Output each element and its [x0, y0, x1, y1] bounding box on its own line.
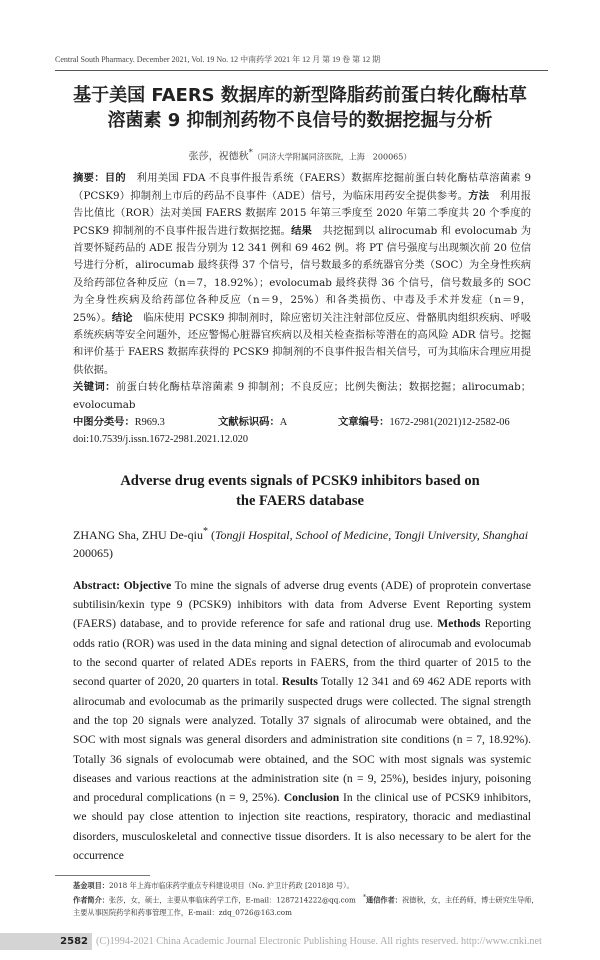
- methods-label: 方法: [468, 189, 490, 202]
- en-title-line: the FAERS database: [236, 492, 364, 509]
- abstract-label: Abstract:: [73, 578, 121, 592]
- results-label: 结果: [291, 224, 313, 237]
- article-no-label: 文章编号：: [338, 416, 390, 429]
- corresponding-mark: *: [202, 525, 208, 537]
- results-label: Results: [281, 675, 318, 689]
- cn-title: [40, 83, 560, 133]
- en-abstract: [73, 576, 531, 865]
- en-author-names: ZHANG Sha, ZHU De-qiu: [73, 527, 203, 542]
- en-affiliation: Tongji Hospital, School of Medicine, Tongji University, Shanghai: [214, 527, 529, 542]
- keywords-text: 前蛋白转化酶枯草溶菌素 9 抑制剂；不良反应；比例失衡法；数据挖掘；alirocumab；evolocumab: [73, 381, 531, 411]
- footnote-rule: [55, 875, 150, 876]
- doc-code-value: A: [279, 417, 288, 429]
- keywords-label: 关键词：: [73, 381, 116, 394]
- cn-affiliation: （同济大学附属同济医院，上海 200065）: [252, 152, 412, 162]
- objective-label: 目的: [104, 172, 127, 185]
- copyright-notice: (C)1994-2021 China Academic Journal Electronic Publishing House. All rights reserved. http://www.cnki.net: [96, 935, 542, 947]
- corresponding-mark: *: [363, 894, 366, 902]
- page-number-box: [0, 933, 92, 950]
- methods-text: Reporting odds ratio (ROR) was used in the data mining and signal detection of alirocumab and evolocumab to the second quarter of related ADEs reports in FAERS, from the third quarter of 2015 to the second quarter of 2020, 20 quarters in total.: [73, 617, 531, 689]
- conclusion-text: 临床使用 PCSK9 抑制剂时，除应密切关注注射部位反应、骨骼肌肉组织疾病、呼吸系统疾病等安全问题外，还应警惕心脏器官疾病以及相关检查指标等潜在的高风险 ADR 信号。挖掘和评价基于 FAERS 数据库获得的 PCSK9 抑制剂的不良事件报告相关信号，可为其临床合理应用提供依据。: [73, 311, 532, 376]
- cn-title-line: 基于美国 FAERS 数据库的新型降脂药前蛋白转化酶枯草: [73, 85, 527, 106]
- en-authors: ZHANG Sha, ZHU De-qiu* (Tongji Hospital, School of Medicine, Tongji University, Shanghai 200065): [73, 525, 529, 560]
- en-title-line: Adverse drug events signals of PCSK9 inhibitors based on: [120, 472, 480, 489]
- cn-abstract: [73, 170, 531, 414]
- footnotes: [73, 880, 543, 918]
- page-number: 2582: [60, 935, 88, 947]
- page-footer: [0, 933, 600, 950]
- objective-text: To mine the signals of adverse drug events (ADE) of proprotein convertase subtilisin/kexin type 9 (PCSK9) inhibitors with data from Adverse Event Reporting system (FAERS) database, and to provide reference for safe and rational drug use.: [73, 578, 531, 631]
- objective-text: 利用美国 FDA 不良事件报告系统（FAERS）数据库挖掘前蛋白转化酶枯草溶菌素 9（PCSK9）抑制剂上市后的药品不良事件（ADE）信号，为临床用药安全提供参考。: [73, 172, 532, 202]
- keywords: [73, 379, 531, 414]
- doi: doi:10.7539/j.issn.1672-2981.2021.12.020: [73, 434, 249, 446]
- cn-author-names: 张莎，祝德秋: [188, 151, 249, 163]
- author-info-text: 张莎，女，硕士，主要从事临床药学工作，E-mail：1287214222@qq.com: [108, 895, 356, 905]
- en-postcode: 200065): [73, 545, 113, 560]
- conclusion-text: In the clinical use of PCSK9 inhibitors, we should pay close attention to injection site reactions, respiratory, thoracic and mediastinal disorders, musculoskeletal and connective tissue disorders. It is also necessary to be alert for the occurrence: [73, 791, 531, 862]
- en-title: [60, 471, 540, 511]
- conclusion-label: Conclusion: [283, 791, 340, 805]
- methods-text: 利用报告比值比（ROR）法对美国 FAERS 数据库 2015 年第三季度至 2020 年第二季度共 20 个季度的 PCSK9 抑制剂的不良事件报告进行数据挖掘。: [73, 189, 532, 237]
- cn-meta: [73, 414, 531, 449]
- cn-authors: [0, 145, 600, 164]
- fund-label: 基金项目：: [73, 881, 109, 891]
- objective-label: Objective: [123, 578, 172, 592]
- running-header: Central South Pharmacy. December 2021, Vol. 19 No. 12 中南药学 2021 年 12 月 第 19 卷 第 12 期: [55, 55, 381, 64]
- cn-title-line: 溶菌素 9 抑制剂药物不良信号的数据挖掘与分析: [107, 110, 493, 131]
- corresponding-mark: *: [248, 147, 253, 157]
- abstract-label: 摘要：: [73, 172, 105, 185]
- corresponding-label: 通信作者：: [366, 895, 402, 905]
- fund-text: 2018 年上海市临床药学重点专科建设项目（No. 沪卫计药政 [2018]8 号）。: [108, 881, 354, 891]
- corresponding-text: 祝德秋，女，主任药师，博士研究生导师，主要从事医院药学和药事管理工作，E-mail：zdq_0726@163.com: [73, 895, 539, 917]
- results-text: Totally 12 341 and 69 462 ADE reports with alirocumab and evolocumab as the primarily suspected drugs were collected. The signal strength and the top 20 signals were analyzed. Totally 37 signals of alirocumab were obtained, and the SOC with most signals was general disorders and administration site conditions (n = 7, 18.92%). Totally 36 signals of evolocumab were obtained, and the SOC with most signals was systemic diseases and various reactions at the administration site (n = 9, 25%), besides injury, poisoning and procedural complications (n = 9, 25%).: [73, 675, 531, 805]
- methods-label: Methods: [437, 617, 481, 631]
- conclusion-label: 结论: [111, 311, 133, 324]
- doc-code-label: 文献标识码：: [218, 416, 280, 429]
- header-rule: [55, 70, 548, 71]
- clc-label: 中图分类号：: [73, 416, 135, 429]
- article-no-value: 1672-2981(2021)12-2582-06: [389, 417, 510, 429]
- author-info-label: 作者简介：: [73, 895, 109, 905]
- results-text: 共挖掘到以 alirocumab 和 evolocumab 为首要怀疑药品的 ADE 报告分别为 12 341 例和 69 462 例。将 PT 信号强度与出现频次前 20 位信号进行分析，alirocumab 最终获得 37 个信号，信号数最多的系统器官分类（SOC）为全身性疾病及给药部位各种反应（n＝7，18.92%）；evolocumab 最终获得 36 个信号，信号数最多的 SOC 为全身性疾病及给药部位各种反应（n＝9，25%）和各类损伤、中毒及手术并发症（n＝9，25%）。: [73, 224, 531, 324]
- clc-value: R969.3: [134, 417, 165, 429]
